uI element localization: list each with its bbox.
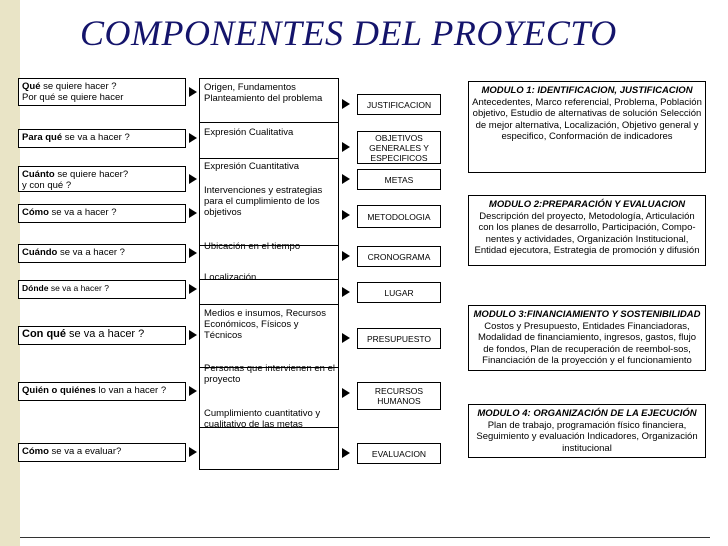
- arrow-right-icon: [342, 251, 350, 261]
- question-line2: y con qué ?: [22, 180, 72, 191]
- module-title: MODULO 4: ORGANIZACIÓN DE LA EJECUCIÓN: [477, 408, 697, 419]
- description-localizacion: Localización: [204, 272, 257, 283]
- section-lugar: LUGAR: [357, 282, 441, 303]
- description-cuantitativa: Expresión Cuantitativa: [204, 161, 300, 172]
- module-body: Antecedentes, Marco referencial, Problema, Población objetivo, Estudio de alternativas de solución Selección de mejor alternativa, Localización, Objetivo general y especifico, Conformación de indicadores: [472, 96, 702, 142]
- arrow-right-icon: [342, 174, 350, 184]
- question-text: se va a hacer ?: [57, 247, 125, 258]
- question-text: se va a hacer ?: [48, 283, 109, 293]
- arrow-right-icon: [189, 248, 197, 258]
- description-intervenciones: Intervenciones y estrategias para el cumplimiento de los objetivos: [204, 185, 323, 218]
- module-title: MODULO 2:PREPARACIÓN Y EVALUACION: [488, 199, 686, 210]
- module-box-2: [468, 195, 706, 266]
- arrow-right-icon: [342, 388, 350, 398]
- question-keyword: Para qué: [22, 132, 63, 143]
- bottom-divider-line: [20, 537, 710, 538]
- description-cumplimiento: Cumplimiento cuantitativo y cualitativo de las metas: [204, 408, 321, 430]
- divider: [200, 122, 338, 123]
- module-box-4: [468, 404, 706, 458]
- arrow-right-icon: [342, 210, 350, 220]
- question-keyword: Cómo: [22, 207, 49, 218]
- description-medios: Medios e insumos, Recursos Económicos, Físicos y Técnicos: [204, 308, 326, 341]
- question-keyword: Cómo: [22, 446, 49, 457]
- section-presupuesto: PRESUPUESTO: [357, 328, 441, 349]
- module-body: Costos y Presupuesto, Entidades Financiadoras, Modalidad de financiamiento, ingresos, gastos, flujo de fondos, Plan de recuperación de reembol-sos, Financiación de la proyección y el funcionamiento: [477, 320, 697, 366]
- description-tiempo: Ubicación en el tiempo: [204, 241, 301, 252]
- question-box-como: [18, 204, 186, 223]
- question-keyword: Con qué: [22, 328, 66, 340]
- question-box-cuanto: [18, 166, 186, 192]
- section-metas: METAS: [357, 169, 441, 190]
- arrow-right-icon: [342, 287, 350, 297]
- module-box-1: [468, 81, 706, 173]
- arrow-right-icon: [342, 142, 350, 152]
- section-objetivos: OBJETIVOS GENERALES Y ESPECIFICOS: [357, 131, 441, 164]
- section-evaluacion: EVALUACION: [357, 443, 441, 464]
- module-title: MODULO 3:FINANCIAMIENTO Y SOSTENIBILIDAD: [473, 309, 701, 320]
- left-accent-stripe: [0, 0, 20, 546]
- question-text: se va a hacer ?: [62, 132, 130, 143]
- question-keyword: Cuándo: [22, 247, 58, 258]
- question-box-cuando: [18, 244, 186, 263]
- question-box-evaluar: [18, 443, 186, 462]
- page-title: COMPONENTES DEL PROYECTO: [80, 13, 617, 53]
- descriptions-column: [199, 78, 339, 470]
- module-body: Plan de trabajo, programación físico financiera, Seguimiento y evaluación Indicadores, Organización institucional: [476, 419, 698, 454]
- description-origen: Origen, Fundamentos Planteamiento del problema: [204, 82, 323, 104]
- section-metodologia: METODOLOGIA: [357, 205, 441, 228]
- arrow-right-icon: [189, 330, 197, 340]
- question-text: se va a evaluar?: [48, 446, 122, 457]
- question-keyword: Dónde: [22, 283, 49, 293]
- divider: [200, 158, 338, 159]
- question-box-quien: [18, 382, 186, 401]
- arrow-right-icon: [342, 99, 350, 109]
- question-text: se quiere hacer ?: [40, 81, 117, 92]
- module-body: Descripción del proyecto, Metodología, Articulación con los planes de desarrollo, Participación, Compo-nentes y actividades, Organización Institucional, Entidad ejecutora, Estrategia de promoción y difusión: [474, 210, 700, 256]
- module-title: MODULO 1: IDENTIFICACION, JUSTIFICACION: [481, 85, 693, 96]
- arrow-right-icon: [189, 133, 197, 143]
- arrow-right-icon: [342, 333, 350, 343]
- arrow-right-icon: [189, 386, 197, 396]
- question-line2: Por qué se quiere hacer: [22, 92, 124, 103]
- question-keyword: Cuánto: [22, 169, 55, 180]
- question-box-donde: [18, 280, 186, 299]
- question-text: lo van a hacer ?: [95, 385, 167, 396]
- divider: [200, 279, 338, 280]
- arrow-right-icon: [189, 447, 197, 457]
- question-keyword: Quién o quiénes: [22, 385, 96, 396]
- arrow-right-icon: [342, 448, 350, 458]
- question-box-con-que: [18, 326, 186, 345]
- question-text: se quiere hacer?: [54, 169, 129, 180]
- question-box-que: [18, 78, 186, 106]
- section-justificacion: JUSTIFICACION: [357, 94, 441, 115]
- description-cualitativa: Expresión Cualitativa: [204, 127, 294, 138]
- question-box-para-que: [18, 129, 186, 148]
- divider: [200, 304, 338, 305]
- section-cronograma: CRONOGRAMA: [357, 246, 441, 267]
- description-personas: Personas que intervienen en el proyecto: [204, 363, 335, 385]
- question-text: se va a hacer ?: [48, 207, 117, 218]
- question-text: se va a hacer ?: [66, 328, 145, 340]
- arrow-right-icon: [189, 208, 197, 218]
- question-keyword: Qué: [22, 81, 41, 92]
- section-recursos-humanos: RECURSOS HUMANOS: [357, 382, 441, 410]
- arrow-right-icon: [189, 174, 197, 184]
- arrow-right-icon: [189, 284, 197, 294]
- module-box-3: [468, 305, 706, 371]
- arrow-right-icon: [189, 87, 197, 97]
